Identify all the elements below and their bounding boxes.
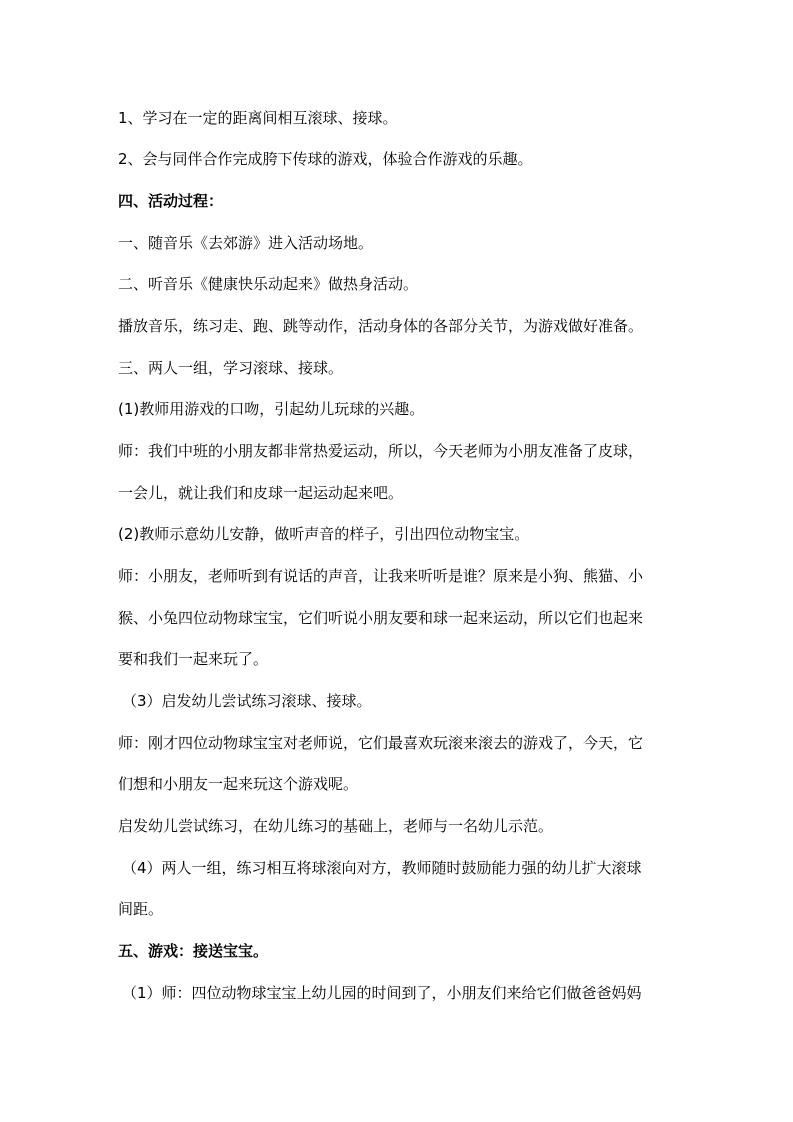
objective-1: 1、学习在一定的距离间相互滚球、接球。 <box>118 109 398 127</box>
objective-2: 2、会与同伴合作完成胯下传球的游戏，体验合作游戏的乐趣。 <box>118 150 533 168</box>
step-2-detail: 播放音乐，练习走、跑、跳等动作，活动身体的各部分关节，为游戏做好准备。 <box>118 317 644 335</box>
teacher-dialogue-2-line-2: 猴、小兔四位动物球宝宝，它们听说小朋友要和球一起来运动，所以它们也起来 <box>118 609 644 627</box>
step-2: 二、听音乐《健康快乐动起来》做热身活动。 <box>118 275 419 293</box>
game-step-1: （1）师：四位动物球宝宝上幼儿园的时间到了，小朋友们来给它们做爸爸妈妈 <box>122 984 642 1002</box>
step-3-substep-1: (1)教师用游戏的口吻，引起幼儿玩球的兴趣。 <box>118 400 425 418</box>
step-3-substep-4-line-1: （4）两人一组，练习相互将球滚向对方，教师随时鼓励能力强的幼儿扩大滚球 <box>122 859 642 877</box>
step-3-substep-3: （3）启发幼儿尝试练习滚球、接球。 <box>122 692 372 710</box>
teacher-dialogue-1-line-2: 一会儿，就让我们和皮球一起运动起来吧。 <box>118 484 404 502</box>
teacher-dialogue-3-line-1: 师：刚才四位动物球宝宝对老师说，它们最喜欢玩滚来滚去的游戏了，今天，它 <box>118 734 644 752</box>
teacher-dialogue-2-line-1: 师：小朋友，老师听到有说话的声音，让我来听听是谁？原来是小狗、熊猫、小 <box>118 567 644 585</box>
step-1: 一、随音乐《去郊游》进入活动场地。 <box>118 234 374 252</box>
teacher-dialogue-1-line-1: 师：我们中班的小朋友都非常热爱运动，所以，今天老师为小朋友准备了皮球， <box>118 442 644 460</box>
teacher-dialogue-3-line-2: 们想和小朋友一起来玩这个游戏呢。 <box>118 775 359 793</box>
step-3-substep-4-line-2: 间距。 <box>118 900 164 918</box>
section-heading-game: 五、游戏：接送宝宝。 <box>118 942 269 960</box>
section-heading-activity-process: 四、活动过程： <box>118 192 224 210</box>
teacher-dialogue-2-line-3: 要和我们一起来玩了。 <box>118 650 269 668</box>
step-3: 三、两人一组，学习滚球、接球。 <box>118 359 344 377</box>
demonstration-note: 启发幼儿尝试练习，在幼儿练习的基础上，老师与一名幼儿示范。 <box>118 817 554 835</box>
step-3-substep-2: (2)教师示意幼儿安静，做听声音的样子，引出四位动物宝宝。 <box>118 525 530 543</box>
